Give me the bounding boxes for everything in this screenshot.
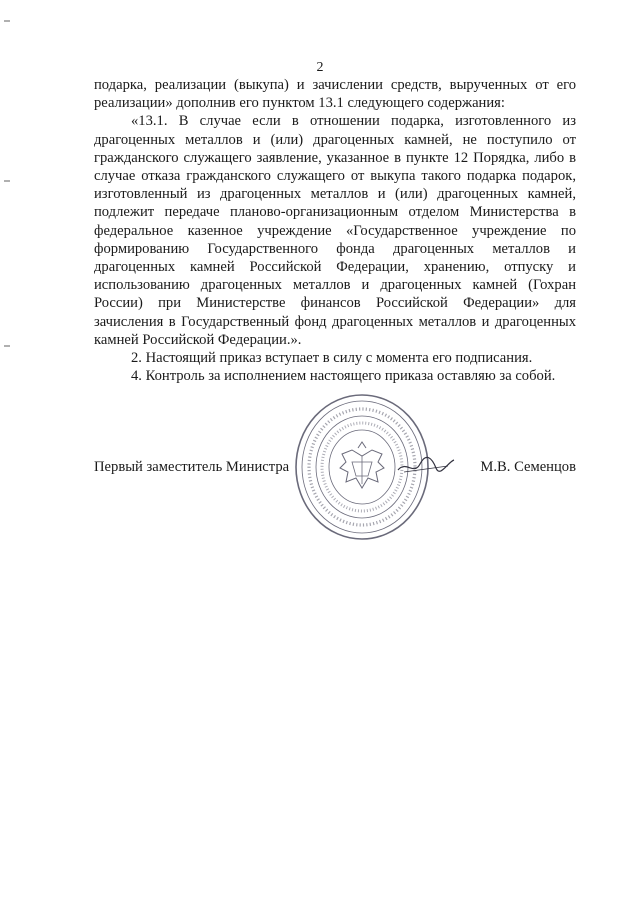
signer-name: М.В. Семенцов [480,459,576,475]
paragraph-clause-13-1: «13.1. В случае если в отношении подарка, изготовленного из драгоценных металлов и (или) драгоценных камней, не поступило от гражданского служащего заявление, указанное в пункте 12 Порядка, либо в случае отказа гражданского служащего от выкупа такого подарка подарок, изготовленный из драгоценных металлов и (или) драгоценных камней, подлежит передаче планово-организационным отделом Министерства в федеральное казенное учреждение «Государственное учреждение по формированию Государственного фонда драгоценных металлов и драгоценных камней Российской Федерации, хранению, отпуску и использованию драгоценных металлов и драгоценных камней (Гохран России) при Министерстве финансов Российской Федерации» для зачисления в Государственный фонд драгоценных металлов и драгоценных камней Российской Федерации.». [94,113,576,348]
scan-mark [4,20,10,22]
scan-mark [4,180,10,182]
handwritten-signature [396,450,456,480]
paragraph-item-4: 4. Контроль за исполнением настоящего приказа оставляю за собой. [131,368,556,385]
paragraph-continuation: подарка, реализации (выкупа) и зачислении средств, вырученных от его реализации» дополнив его пунктом 13.1 следующего содержания: [94,77,576,112]
page-number: 2 [316,60,324,75]
document-body [94,76,576,385]
scan-mark [4,345,10,347]
paragraph-item-2: 2. Настоящий приказ вступает в силу с момента его подписания. [131,350,533,367]
signer-position: Первый заместитель Министра [94,459,290,475]
